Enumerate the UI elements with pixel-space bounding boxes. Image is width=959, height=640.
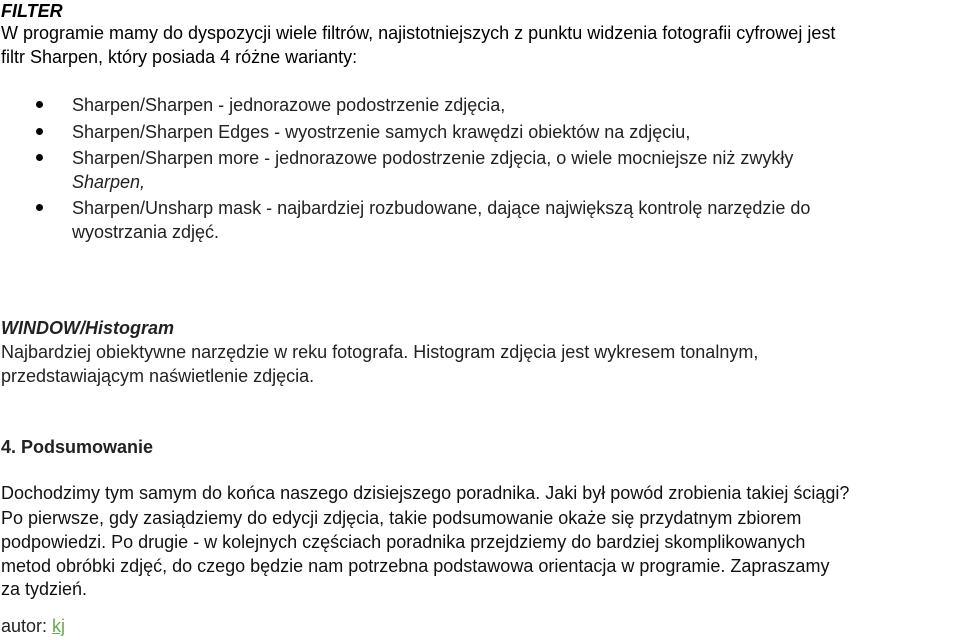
filter-heading: FILTER: [1, 1, 63, 21]
author-link[interactable]: kj: [52, 616, 66, 636]
summary-line-3: podpowiedzi. Po drugie - w kolejnych częściach poradnika przejdziemy do bardziej skomplikowanych: [1, 532, 806, 552]
histogram-heading: WINDOW/Histogram: [1, 318, 174, 338]
list-item-text: Sharpen/Sharpen Edges - wyostrzenie samych krawędzi obiektów na zdjęciu,: [72, 122, 691, 142]
list-item-text-continued: wyostrzania zdjęć.: [72, 222, 220, 242]
summary-heading: 4. Podsumowanie: [1, 437, 154, 457]
list-item-text: Sharpen/Sharpen more - jednorazowe podostrzenie zdjęcia, o wiele mocniejsze niż zwykły: [72, 148, 794, 168]
author-label: autor:: [1, 616, 48, 636]
histogram-text-line-2: przedstawiającym naświetlenie zdjęcia.: [1, 366, 315, 386]
bullet-icon: [36, 128, 43, 135]
author-line: [1, 615, 65, 637]
summary-line-4: metod obróbki zdjęć, do czego będzie nam potrzebna podstawowa orientacja w programie. Zapraszamy: [1, 556, 830, 576]
bullet-icon: [36, 101, 43, 108]
summary-line-1: Dochodzimy tym samym do końca naszego dzisiejszego poradnika. Jaki był powód zrobienia takiej ściągi?: [1, 483, 850, 503]
filter-intro-line-1: W programie mamy do dyspozycji wiele filtrów, najistotniejszych z punktu widzenia fotografii cyfrowej jest: [1, 23, 836, 43]
list-item-text: Sharpen/Unsharp mask - najbardziej rozbudowane, dające największą kontrolę narzędzie do: [72, 198, 811, 218]
bullet-icon: [36, 204, 43, 211]
bullet-icon: [36, 154, 43, 161]
list-item-text: Sharpen/Sharpen - jednorazowe podostrzenie zdjęcia,: [72, 95, 506, 115]
list-item-text-continued: Sharpen,: [72, 172, 146, 192]
summary-line-5: za tydzień.: [1, 579, 88, 599]
histogram-text-line-1: Najbardziej obiektywne narzędzie w reku fotografa. Histogram zdjęcia jest wykresem tonalnym,: [1, 342, 759, 362]
filter-intro-line-2: filtr Sharpen, który posiada 4 różne warianty:: [1, 47, 358, 67]
summary-line-2: Po pierwsze, gdy zasiądziemy do edycji zdjęcia, takie podsumowanie okaże się przydatnym zbiorem: [1, 508, 802, 528]
